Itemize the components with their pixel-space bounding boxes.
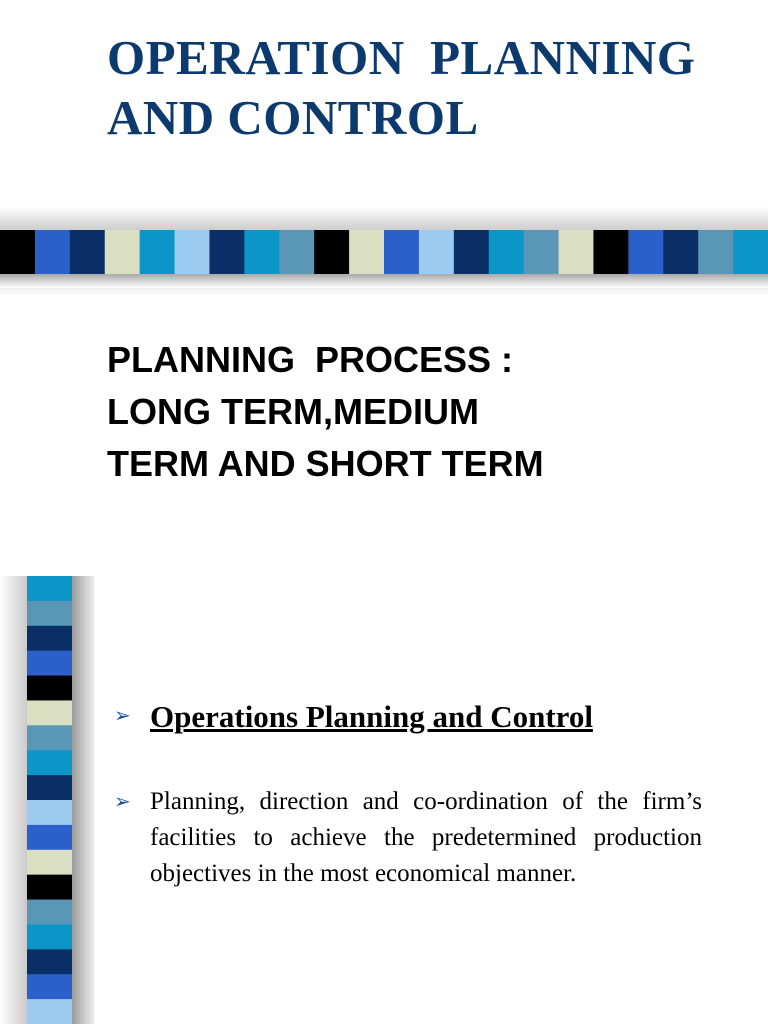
subtitle-line-3: TERM AND SHORT TERM (107, 443, 544, 484)
band-segment (27, 601, 72, 626)
decorative-vertical-band (27, 576, 72, 1024)
band-segment (70, 230, 105, 274)
decorative-color-band (0, 230, 768, 274)
vertical-band-edge (72, 576, 92, 1024)
band-segment (733, 230, 768, 274)
band-bottom-shade (0, 274, 768, 288)
band-segment (27, 626, 72, 651)
band-segment (35, 230, 70, 274)
band-segment (27, 676, 72, 701)
band-segment (27, 576, 72, 601)
band-segment (27, 700, 72, 725)
band-segment (27, 725, 72, 750)
band-segment (175, 230, 210, 274)
title-line-1: OPERATION PLANNING (107, 30, 696, 85)
band-segment (314, 230, 349, 274)
slide-subtitle (107, 334, 707, 490)
band-segment (663, 230, 698, 274)
band-segment (454, 230, 489, 274)
band-segment (384, 230, 419, 274)
section-heading: Operations Planning and Control (150, 699, 593, 734)
band-segment (27, 900, 72, 925)
bullet-heading (114, 698, 593, 736)
band-segment (698, 230, 733, 274)
band-segment (628, 230, 663, 274)
band-segment (349, 230, 384, 274)
band-segment (593, 230, 628, 274)
band-segment (209, 230, 244, 274)
band-segment (524, 230, 559, 274)
band-segment (0, 230, 35, 274)
band-segment (27, 775, 72, 800)
band-segment (27, 999, 72, 1024)
definition-paragraph: Planning, direction and co-ordination of the firm’s facilities to achieve the predetermined production objectives in the most economical manner. (150, 788, 702, 887)
arrow-bullet-icon: ➢ (114, 789, 131, 813)
band-segment (279, 230, 314, 274)
subtitle-line-1: PLANNING PROCESS : (107, 339, 514, 380)
band-segment (244, 230, 279, 274)
band-segment (105, 230, 140, 274)
band-segment (559, 230, 594, 274)
title-line-2: AND CONTROL (107, 90, 479, 145)
band-segment (27, 850, 72, 875)
band-segment (140, 230, 175, 274)
arrow-bullet-icon: ➢ (114, 703, 131, 727)
band-segment (27, 651, 72, 676)
subtitle-line-2: LONG TERM,MEDIUM (107, 391, 479, 432)
band-segment (27, 750, 72, 775)
bullet-paragraph (114, 784, 702, 892)
band-segment (419, 230, 454, 274)
band-segment (27, 924, 72, 949)
slide-2 (0, 512, 768, 1024)
band-segment (27, 800, 72, 825)
band-segment (27, 875, 72, 900)
band-segment (27, 974, 72, 999)
band-segment (27, 825, 72, 850)
slide-title (107, 28, 747, 148)
band-segment (27, 949, 72, 974)
band-segment (489, 230, 524, 274)
